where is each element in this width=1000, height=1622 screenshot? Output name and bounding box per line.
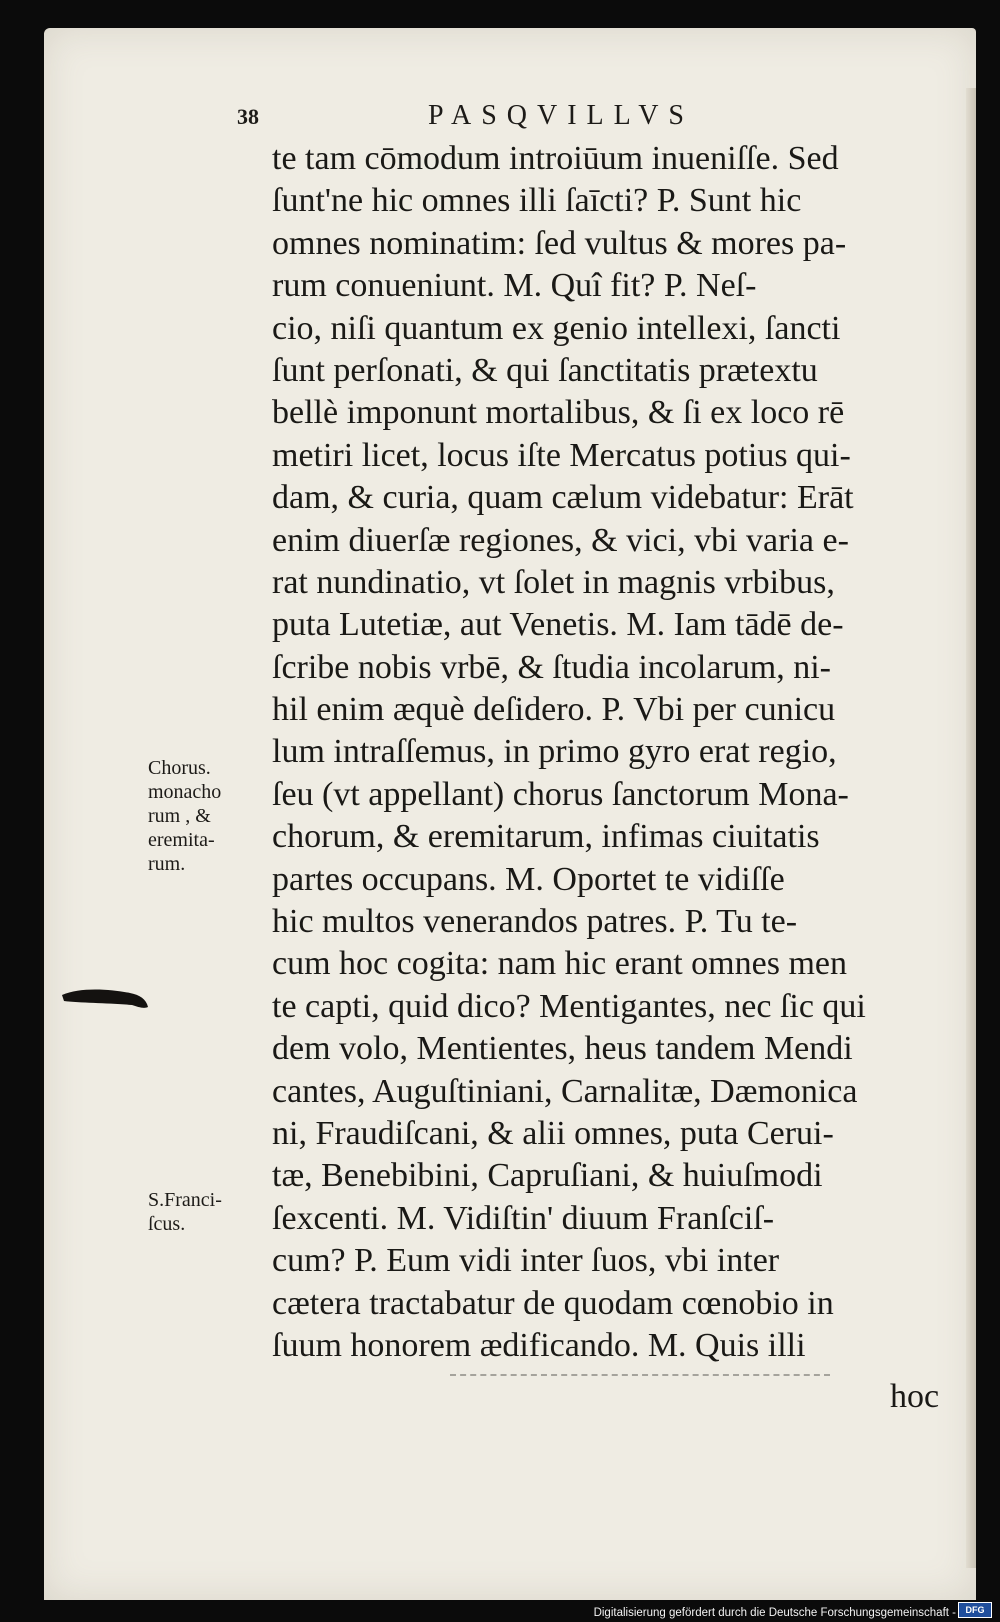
text-line: ſuum honorem ædificando. M. Quis illi (272, 1326, 806, 1364)
text-line: hic multos venerandos patres. P. Tu te- (272, 903, 798, 941)
text-line: rum conueniunt. M. Quî fit? P. Neſ- (272, 267, 757, 305)
text-line: rat nundinatio, vt ſolet in magnis vrbibus, (272, 563, 835, 601)
margin-note-line: Chorus. (148, 757, 211, 779)
margin-note-line: ſcus. (148, 1213, 186, 1235)
text-line: chorum, & eremitarum, infimas ciuitatis (272, 818, 820, 856)
text-line: ni, Fraudiſcani, & alii omnes, puta Cerui- (272, 1114, 834, 1152)
catchword: hoc (890, 1378, 940, 1415)
text-line: enim diuerſæ regiones, & vici, vbi varia e- (272, 521, 849, 559)
text-line: puta Lutetiæ, aut Venetis. M. Iam tādē de- (272, 606, 844, 644)
text-line: ſunt'ne hic omnes illi ſaīcti? P. Sunt hic (272, 182, 802, 220)
text-line: lum intraſſemus, in primo gyro erat regio, (272, 733, 837, 771)
text-line: metiri licet, locus iſte Mercatus potius qui- (272, 436, 851, 474)
running-title: PASQVILLVS (428, 100, 694, 131)
text-line: cætera tractabatur de quodam cœnobio in (272, 1284, 834, 1322)
text-line: ſcribe nobis vrbē, & ſtudia incolarum, ni- (272, 648, 831, 686)
text-line: cum hoc cogita: nam hic erant omnes men (272, 945, 847, 983)
text-line: ſexcenti. M. Vidiſtin' diuum Franſciſ- (272, 1199, 775, 1237)
text-line: bellè imponunt mortalibus, & ſi ex loco rē (272, 394, 845, 432)
body-text (272, 138, 984, 1367)
text-line: tæ, Benebibini, Capruſiani, & huiuſmodi (272, 1157, 823, 1195)
margin-note-line: monacho (148, 781, 222, 803)
dfg-logo-icon: DFG (958, 1602, 992, 1618)
text-line: ſeu (vt appellant) chorus ſanctorum Mona- (272, 775, 849, 813)
margin-note-francis (148, 1188, 268, 1236)
margin-note-line: S.Franci- (148, 1189, 222, 1211)
digitization-credit: Digitalisierung gefördert durch die Deutsche Forschungsgemeinschaft - (593, 1607, 956, 1619)
text-line: dam, & curia, quam cælum videbatur: Erāt (272, 479, 854, 517)
margin-note-line: rum , & (148, 805, 211, 827)
text-line: cantes, Auguſtiniani, Carnalitæ, Dæmonica (272, 1072, 858, 1110)
text-line: ſunt perſonati, & qui ſanctitatis prætextu (272, 351, 818, 389)
margin-note-line: eremita- (148, 829, 215, 851)
margin-note-chorus (148, 756, 268, 876)
text-line: partes occupans. M. Oportet te vidiſſe (272, 860, 785, 898)
text-line: dem volo, Mentientes, heus tandem Mendi (272, 1030, 853, 1068)
footer-bar (0, 1600, 1000, 1622)
ink-pointer-mark-icon (60, 985, 150, 1019)
text-line: hil enim æquè deſidero. P. Vbi per cunicu (272, 691, 836, 729)
print-smudge-line (450, 1374, 830, 1378)
text-line: cio, niſi quantum ex genio intellexi, ſancti (272, 309, 841, 347)
text-line: cum? P. Eum vidi inter ſuos, vbi inter (272, 1242, 780, 1280)
page-number: 38 (237, 104, 259, 129)
running-head (0, 100, 1000, 136)
text-line: te tam cōmodum introiūum inueniſſe. Sed (272, 140, 839, 177)
margin-note-line: rum. (148, 853, 186, 875)
text-line: omnes nominatim: ſed vultus & mores pa- (272, 224, 847, 262)
text-line: te capti, quid dico? Mentigantes, nec ſic qui (272, 987, 866, 1025)
